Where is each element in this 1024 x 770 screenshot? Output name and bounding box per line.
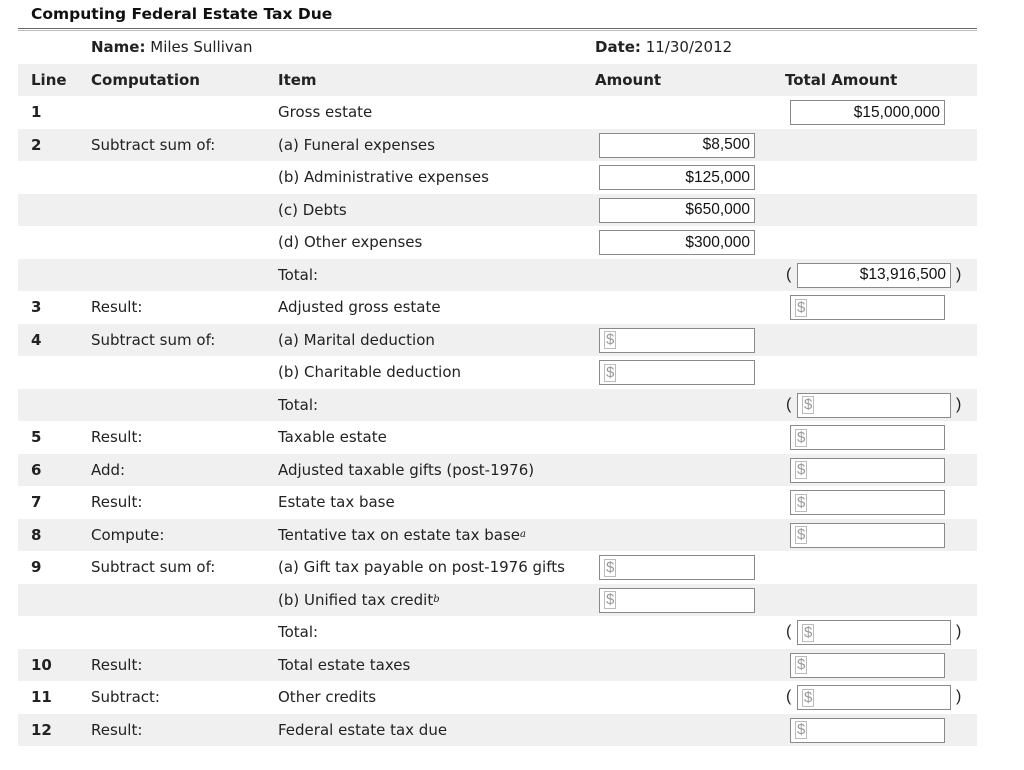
- amount-input[interactable]: [599, 165, 755, 190]
- item-text: (b) Unified tax credit: [278, 590, 434, 609]
- item-label: [278, 454, 534, 487]
- item-text: Federal estate tax due: [278, 720, 448, 739]
- computation-label: Result:: [91, 428, 143, 447]
- table-row: [18, 96, 977, 129]
- item-text: (a) Marital deduction: [278, 330, 435, 349]
- line-number: 11: [31, 688, 52, 707]
- total-amount-input[interactable]: [797, 393, 951, 418]
- item-text: Tentative tax on estate tax base: [278, 525, 520, 544]
- table-row: [18, 226, 977, 259]
- item-label: [278, 389, 318, 422]
- paren-close: ): [956, 265, 962, 283]
- computation-label: Subtract sum of:: [91, 558, 216, 577]
- field-value: $15,000,000: [853, 103, 940, 121]
- dollar-sign-icon: $: [804, 623, 813, 641]
- table-row: [18, 486, 977, 519]
- computation-label: Subtract:: [91, 688, 160, 707]
- item-label: [278, 649, 410, 682]
- item-text: Total:: [278, 395, 319, 414]
- computation-label: Add:: [91, 460, 126, 479]
- item-label: [278, 551, 565, 584]
- dollar-sign-icon: $: [606, 363, 615, 381]
- item-text: Total:: [278, 265, 319, 284]
- line-number: 4: [31, 330, 42, 349]
- paren-open: (: [786, 265, 792, 283]
- item-text: (b) Administrative expenses: [278, 168, 489, 187]
- total-amount-input[interactable]: [797, 263, 951, 288]
- table-row: [18, 551, 977, 584]
- amount-input[interactable]: [599, 133, 755, 158]
- line-number: 9: [31, 558, 42, 577]
- line-number: 6: [31, 460, 42, 479]
- item-text: Estate tax base: [278, 493, 395, 512]
- header-line: Line: [31, 70, 67, 89]
- header-total-amount: Total Amount: [785, 70, 898, 89]
- item-text: Gross estate: [278, 103, 373, 122]
- paren-open: (: [786, 395, 792, 413]
- item-text: (a) Funeral expenses: [278, 135, 435, 154]
- paren-open: (: [786, 623, 792, 641]
- item-label: [278, 194, 347, 227]
- line-number: 10: [31, 655, 52, 674]
- footnote-marker: a: [520, 529, 526, 541]
- item-label: [278, 291, 441, 324]
- paren-open: (: [786, 688, 792, 706]
- date-field: [595, 31, 732, 64]
- item-label: [278, 129, 435, 162]
- line-number: 2: [31, 135, 42, 154]
- header-computation: Computation: [91, 70, 200, 89]
- item-label: [278, 486, 395, 519]
- footnote-marker: b: [433, 594, 440, 606]
- item-text: Adjusted taxable gifts (post-1976): [278, 460, 535, 479]
- dollar-sign-icon: $: [804, 688, 813, 706]
- total-amount-input[interactable]: [790, 653, 945, 678]
- total-amount-input[interactable]: [797, 620, 951, 645]
- field-value: $650,000: [685, 201, 750, 218]
- table-row: [18, 129, 977, 162]
- table-row: [18, 421, 977, 454]
- table-row: [18, 454, 977, 487]
- item-label: [278, 226, 422, 259]
- computation-label: Result:: [91, 493, 143, 512]
- field-value: $300,000: [685, 233, 750, 251]
- dollar-sign-icon: $: [797, 461, 806, 478]
- date-value: 11/30/2012: [645, 38, 733, 57]
- item-label: [278, 681, 376, 714]
- table-row: [18, 194, 977, 227]
- item-label: [278, 584, 440, 617]
- item-label: [278, 421, 387, 454]
- date-label: Date:: [595, 38, 641, 57]
- item-label: [278, 616, 318, 649]
- table-row: [18, 291, 977, 324]
- header-amount: Amount: [595, 70, 662, 89]
- dollar-sign-icon: $: [804, 396, 813, 413]
- computation-label: Result:: [91, 720, 143, 739]
- title-divider: [18, 28, 977, 29]
- computation-label: Result:: [91, 655, 143, 674]
- dollar-sign-icon: $: [797, 428, 806, 446]
- computation-label: Subtract sum of:: [91, 135, 216, 154]
- name-field: [91, 31, 252, 64]
- computation-label: Subtract sum of:: [91, 330, 216, 349]
- amount-input[interactable]: [599, 198, 755, 223]
- line-number: 1: [31, 103, 42, 122]
- paren-close: ): [956, 688, 962, 706]
- item-label: [278, 324, 435, 357]
- item-text: (d) Other expenses: [278, 233, 423, 252]
- paren-close: ): [956, 623, 962, 641]
- line-number: 3: [31, 298, 42, 317]
- item-label: [278, 259, 318, 292]
- line-number: 5: [31, 428, 42, 447]
- name-date-row: [18, 31, 977, 64]
- item-text: (a) Gift tax payable on post-1976 gifts: [278, 558, 565, 577]
- name-label: Name:: [91, 38, 146, 57]
- amount-input[interactable]: [599, 360, 755, 385]
- estate-tax-table: [18, 31, 977, 746]
- table-row: [18, 519, 977, 552]
- field-value: $125,000: [685, 168, 750, 186]
- field-value: $13,916,500: [859, 266, 946, 283]
- dollar-sign-icon: $: [797, 721, 806, 738]
- dollar-sign-icon: $: [797, 298, 806, 316]
- total-amount-input[interactable]: [790, 523, 945, 548]
- line-number: 12: [31, 720, 52, 739]
- line-number: 8: [31, 525, 42, 544]
- item-label: [278, 96, 372, 129]
- header-row: [18, 64, 977, 97]
- name-value: Miles Sullivan: [150, 38, 253, 57]
- item-label: [278, 161, 489, 194]
- table-row: [18, 259, 977, 292]
- total-amount-input[interactable]: [790, 490, 945, 515]
- total-amount-input[interactable]: [790, 425, 945, 450]
- amount-input[interactable]: [599, 230, 755, 255]
- item-label: [278, 519, 526, 552]
- line-number: 7: [31, 493, 42, 512]
- table-row: [18, 616, 977, 649]
- total-amount-input[interactable]: [790, 295, 945, 320]
- table-row: [18, 681, 977, 714]
- amount-input[interactable]: [599, 328, 755, 353]
- amount-input[interactable]: [599, 588, 755, 613]
- table-row: [18, 714, 977, 747]
- table-row: [18, 324, 977, 357]
- paren-close: ): [956, 395, 962, 413]
- item-text: (c) Debts: [278, 200, 347, 219]
- item-text: Total:: [278, 623, 319, 642]
- item-label: [278, 714, 447, 747]
- table-row: [18, 356, 977, 389]
- computation-label: Compute:: [91, 525, 165, 544]
- item-text: Other credits: [278, 688, 377, 707]
- dollar-sign-icon: $: [606, 591, 615, 608]
- header-item: Item: [278, 70, 317, 89]
- item-label: [278, 356, 461, 389]
- total-amount-input[interactable]: [790, 718, 945, 743]
- item-text: (b) Charitable deduction: [278, 363, 462, 382]
- dollar-sign-icon: $: [797, 493, 806, 511]
- computation-label: Result:: [91, 298, 143, 317]
- dollar-sign-icon: $: [606, 558, 615, 576]
- item-text: Taxable estate: [278, 428, 387, 447]
- total-amount-input[interactable]: [790, 100, 945, 125]
- page-title: Computing Federal Estate Tax Due: [31, 5, 333, 23]
- table-row: [18, 584, 977, 617]
- item-text: Total estate taxes: [278, 655, 411, 674]
- dollar-sign-icon: $: [797, 656, 806, 673]
- dollar-sign-icon: $: [606, 331, 615, 348]
- amount-input[interactable]: [599, 555, 755, 580]
- item-text: Adjusted gross estate: [278, 298, 441, 317]
- total-amount-input[interactable]: [790, 458, 945, 483]
- table-row: [18, 649, 977, 682]
- table-row: [18, 161, 977, 194]
- total-amount-input[interactable]: [797, 685, 951, 710]
- field-value: $8,500: [702, 136, 750, 153]
- table-row: [18, 389, 977, 422]
- dollar-sign-icon: $: [797, 526, 806, 543]
